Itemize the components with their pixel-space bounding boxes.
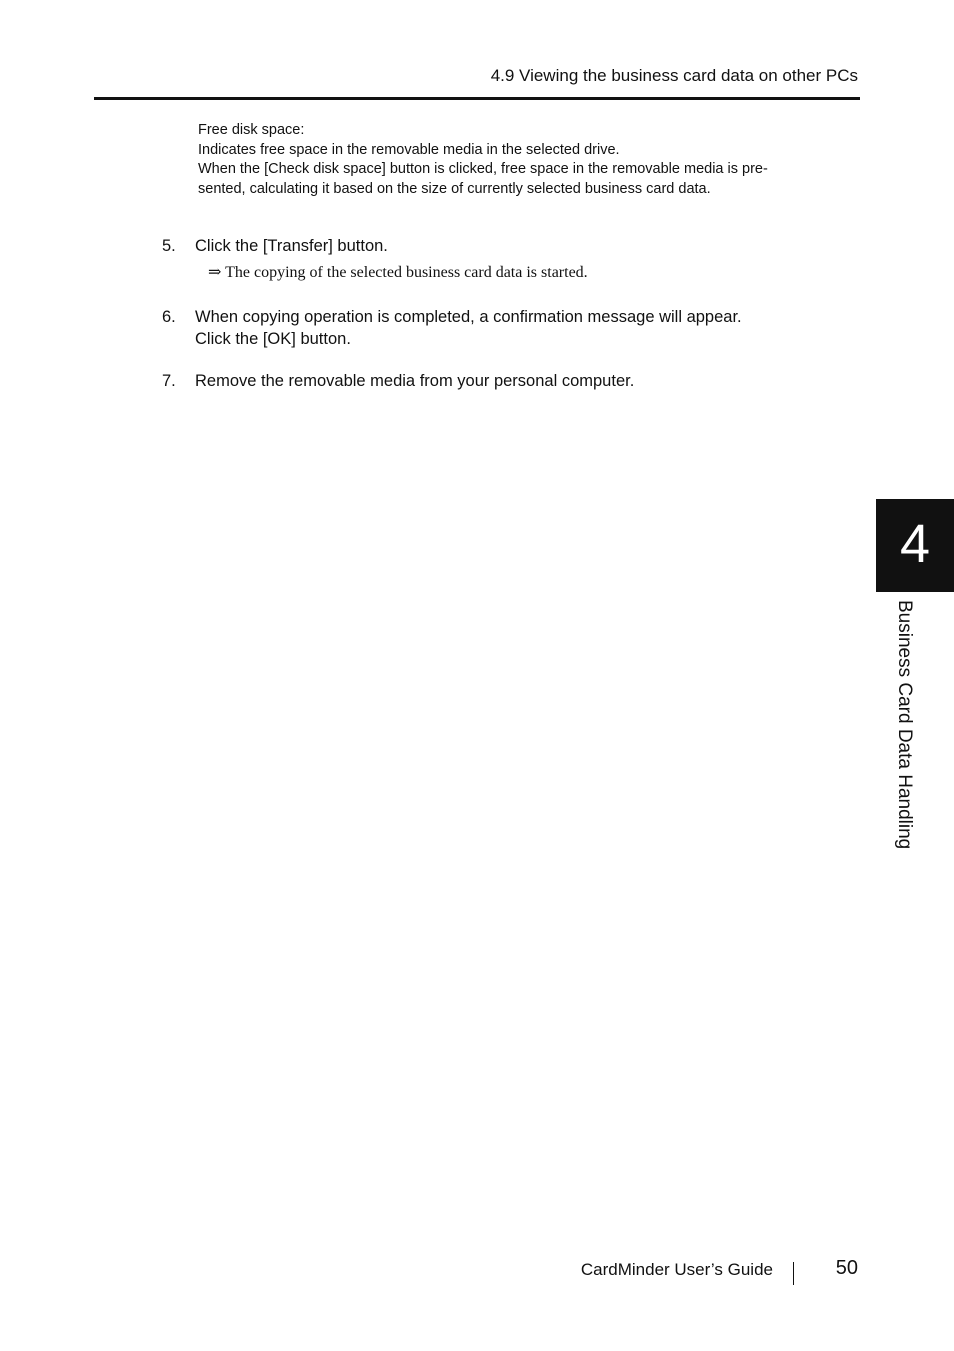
note-line: When the [Check disk space] button is clicked, free space in the removable media is pre- bbox=[198, 161, 768, 177]
free-disk-space-note bbox=[198, 121, 848, 199]
step-text: Remove the removable media from your personal computer. bbox=[195, 372, 635, 390]
footer-separator bbox=[793, 1262, 794, 1285]
step-number: 7. bbox=[162, 372, 176, 390]
chapter-side-title: Business Card Data Handling bbox=[894, 600, 915, 850]
footer-guide-title: CardMinder User’s Guide bbox=[580, 1260, 773, 1279]
step-5-result: ⇒ The copying of the selected business card data is started. bbox=[208, 264, 588, 281]
chapter-number: 4 bbox=[899, 514, 931, 574]
step-text-line: Click the [OK] button. bbox=[195, 330, 351, 348]
header-rule bbox=[94, 97, 860, 100]
step-number: 6. bbox=[162, 308, 176, 326]
step-text-line: When copying operation is completed, a confirmation message will appear. bbox=[195, 308, 742, 326]
step-text bbox=[195, 306, 742, 350]
page-number: 50 bbox=[835, 1257, 858, 1279]
step-text: Click the [Transfer] button. bbox=[195, 237, 388, 255]
note-line: Indicates free space in the removable media in the selected drive. bbox=[198, 141, 620, 158]
step-number: 5. bbox=[162, 237, 176, 255]
chapter-tab bbox=[876, 499, 954, 592]
note-line: sented, calculating it based on the size of currently selected business card data. bbox=[198, 180, 711, 197]
note-heading: Free disk space: bbox=[198, 122, 305, 138]
section-header-title: 4.9 Viewing the business card data on other PCs bbox=[490, 66, 858, 85]
